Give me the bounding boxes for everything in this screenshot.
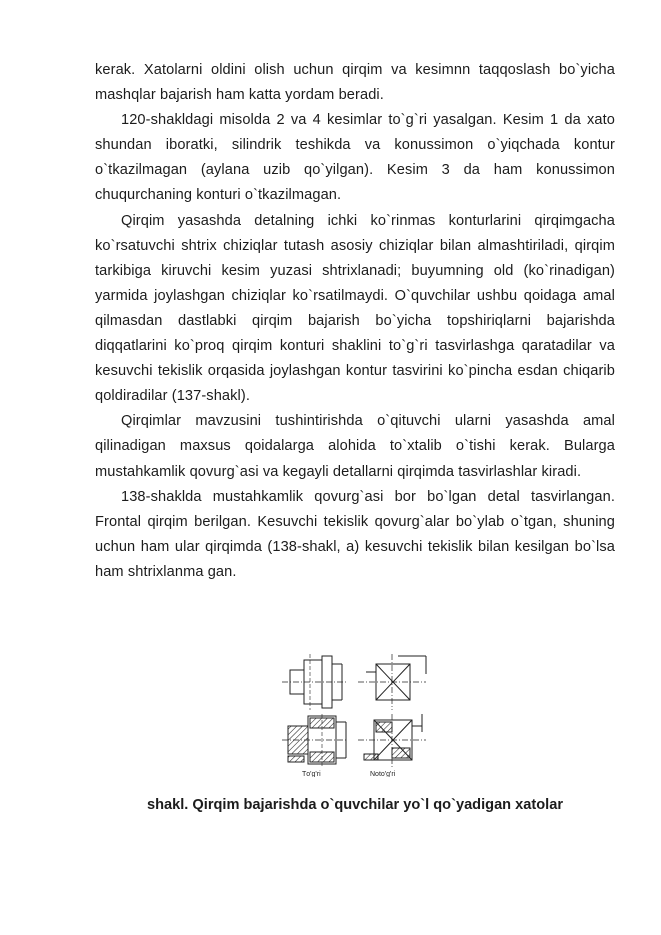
paragraph-2: 120-shakldagi misolda 2 va 4 kesimlar to`g`ri yasalgan. Kesim 1 da xato shundan iboratki, silindrik teshikda va konussimon o`yiqchada kontur o`tkazilmagan (aylana uzib qo`yilgan). Kesim 3 da ham konussimon chuqurchaning konturi o`tkazilmagan. [95,112,615,204]
view-top-left [282,654,348,710]
technical-drawing [280,652,430,777]
paragraph-4: Qirqimlar mavzusini tushintirishda o`qituvchi ularni yasashda amal qilinadigan maxsus qoidalarga alohida to`xtalib o`tishi kerak. Bularga mustahkamlik qovurg`asi va kegayli detallarni qirqimda tasvirlashlar kiradi. [95,413,615,480]
view-top-right [358,654,426,710]
paragraph-5: 138-shaklda mustahkamlik qovurg`asi bor bo`lgan detal tasvirlangan. Frontal qirqim berilgan. Kesuvchi tekislik qovurg`alar bo`ylab o`tgan, shuning uchun ham ular qirqimda (138-shakl, a) kesuvchi tekislik bilan kesilgan bo`lsa ham shtrixlanma gan. [95,488,615,580]
paragraph-3: Qirqim yasashda detalning ichki ko`rinmas konturlarini qirqimgacha ko`rsatuvchi shtrix chiziqlar tutash asosiy chiziqlar bilan almashtiriladi, qirqim tarkibiga kiruvchi kesim yuzasi shtrixlanadi; buyumning old (ko`rinadigan) yarmida joylashgan chiziqlar ko`rsatilmaydi. O`quvchilar ushbu qoidaga amal qilmasdan dastlabki qirqim bajarish bo`yicha topshiriqlarni bajarishda diqqatlarini ko`proq qirqim konturi shaklini to`g`ri tasvirlashga qaratadilar va kesuvchi tekislik orqasida joylashgan kontur tasvirini ko`pincha esdan chiqarib qoldiradilar (137-shakl). [95,212,615,405]
body-text [95,58,615,585]
label-wrong: Notо'g'ri [370,771,396,777]
section-wrong [358,714,426,768]
figure-caption: shakl. Qirqim bajarishda o`quvchilar yo`l qo`yadigan xatolar [146,797,564,813]
section-correct [282,714,348,768]
paragraph-1: kerak. Xatolarni oldini olish uchun qirqim va kesimnn taqqoslash bo`yicha mashqlar bajarish ham katta yordam beradi. [95,62,615,104]
section-drawing-figure [280,652,430,777]
label-correct: Tо'g'ri [302,771,321,777]
